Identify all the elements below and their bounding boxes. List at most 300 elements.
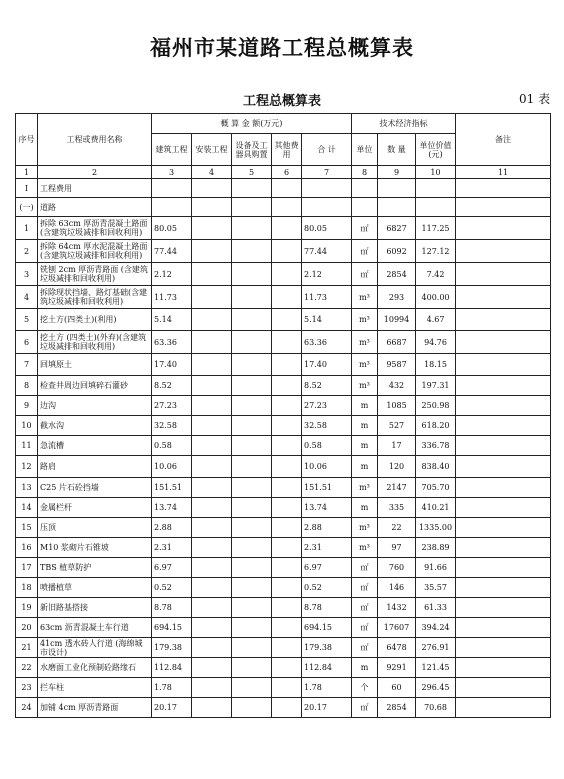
row-quantity: 6827 — [378, 217, 416, 240]
row-other — [272, 658, 302, 678]
row-construction: 77.44 — [152, 240, 192, 263]
row-equipment — [232, 658, 272, 678]
row-unit: ㎡ — [352, 698, 378, 718]
row-other — [272, 558, 302, 578]
row-remark — [456, 354, 551, 376]
row-name: 铣刨 2cm 厚沥青路面 (含建筑垃圾减排和回收利用) — [38, 263, 152, 286]
table-row — [16, 498, 551, 518]
table-row — [16, 618, 551, 638]
row-installation — [192, 558, 232, 578]
row-total: 10.06 — [302, 456, 352, 478]
row-other — [272, 376, 302, 396]
row-unit-price: 250.98 — [416, 396, 456, 416]
row-name: 拆除现状挡墙、路灯基础(含建筑垃圾减排和回收利用) — [38, 286, 152, 309]
row-construction: 8.52 — [152, 376, 192, 396]
row-equipment — [232, 354, 272, 376]
row-other — [272, 179, 302, 198]
row-seq: 23 — [16, 678, 38, 698]
row-total: 694.15 — [302, 618, 352, 638]
row-remark — [456, 436, 551, 456]
row-unit-price: 336.78 — [416, 436, 456, 456]
row-total: 5.14 — [302, 309, 352, 331]
row-unit-price: 1335.00 — [416, 518, 456, 538]
row-unit: m³ — [352, 478, 378, 498]
row-other — [272, 518, 302, 538]
row-unit: m³ — [352, 518, 378, 538]
row-unit-price: 121.45 — [416, 658, 456, 678]
table-row — [16, 376, 551, 396]
table-row — [16, 396, 551, 416]
table-title: 工程总概算表 — [242, 94, 321, 109]
row-other — [272, 478, 302, 498]
row-unit-price: 705.70 — [416, 478, 456, 498]
row-total: 11.73 — [302, 286, 352, 309]
row-total — [302, 198, 352, 217]
header-remark: 备注 — [456, 114, 551, 166]
table-body — [16, 179, 551, 718]
row-quantity: 760 — [378, 558, 416, 578]
row-other — [272, 263, 302, 286]
row-quantity: 146 — [378, 578, 416, 598]
col-number: 1 — [16, 166, 38, 179]
sheet-number: 01 表 — [519, 92, 551, 106]
table-row — [16, 436, 551, 456]
header-tech-group: 技术经济指标 — [352, 114, 456, 134]
row-name: 拆除 63cm 厚沥青混凝土路面(含建筑垃圾减排和回收利用) — [38, 217, 152, 240]
row-construction: 17.40 — [152, 354, 192, 376]
row-seq: 3 — [16, 263, 38, 286]
row-installation — [192, 538, 232, 558]
table-row — [16, 658, 551, 678]
row-equipment — [232, 538, 272, 558]
row-seq: 16 — [16, 538, 38, 558]
row-unit — [352, 198, 378, 217]
row-total: 0.58 — [302, 436, 352, 456]
row-unit-price: 197.31 — [416, 376, 456, 396]
row-seq: 11 — [16, 436, 38, 456]
row-other — [272, 598, 302, 618]
row-construction: 80.05 — [152, 217, 192, 240]
row-unit: m³ — [352, 354, 378, 376]
row-name: 喷播植草 — [38, 578, 152, 598]
row-total: 1.78 — [302, 678, 352, 698]
table-row — [16, 198, 551, 217]
row-other — [272, 396, 302, 416]
row-unit: m³ — [352, 331, 378, 354]
header-construction: 建筑工程 — [152, 134, 192, 166]
row-name: 挖土方(四类土)(利用) — [38, 309, 152, 331]
row-construction: 179.38 — [152, 638, 192, 658]
header-equipment: 设备及工器具购置 — [232, 134, 272, 166]
row-remark — [456, 578, 551, 598]
row-seq: 15 — [16, 518, 38, 538]
row-remark — [456, 456, 551, 478]
row-name: 新旧路基搭接 — [38, 598, 152, 618]
row-remark — [456, 416, 551, 436]
row-quantity: 6478 — [378, 638, 416, 658]
row-other — [272, 217, 302, 240]
row-equipment — [232, 376, 272, 396]
row-other — [272, 578, 302, 598]
row-quantity: 1085 — [378, 396, 416, 416]
row-equipment — [232, 331, 272, 354]
row-construction: 10.06 — [152, 456, 192, 478]
row-quantity: 2854 — [378, 698, 416, 718]
row-unit-price — [416, 198, 456, 217]
row-total: 17.40 — [302, 354, 352, 376]
table-row — [16, 331, 551, 354]
row-seq: 10 — [16, 416, 38, 436]
row-seq: 4 — [16, 286, 38, 309]
row-remark — [456, 376, 551, 396]
row-unit-price: 618.20 — [416, 416, 456, 436]
row-unit-price: 18.15 — [416, 354, 456, 376]
row-remark — [456, 538, 551, 558]
row-name: C25 片石砼挡墙 — [38, 478, 152, 498]
row-name: 工程费用 — [38, 179, 152, 198]
row-unit-price: 91.66 — [416, 558, 456, 578]
table-row — [16, 678, 551, 698]
row-equipment — [232, 678, 272, 698]
header-quantity: 数 量 — [378, 134, 416, 166]
row-name: 水磨面工业化预制砼路缘石 — [38, 658, 152, 678]
row-unit: ㎡ — [352, 578, 378, 598]
table-row — [16, 217, 551, 240]
row-installation — [192, 658, 232, 678]
budget-table — [15, 113, 551, 718]
row-other — [272, 416, 302, 436]
row-total: 63.36 — [302, 331, 352, 354]
row-construction: 112.84 — [152, 658, 192, 678]
row-unit: m — [352, 436, 378, 456]
row-remark — [456, 217, 551, 240]
col-number: 2 — [38, 166, 152, 179]
table-row — [16, 354, 551, 376]
row-quantity: 60 — [378, 678, 416, 698]
table-row — [16, 456, 551, 478]
row-name: 41cm 透水砖人行道 (海绵城市设计) — [38, 638, 152, 658]
row-seq: 20 — [16, 618, 38, 638]
row-equipment — [232, 598, 272, 618]
header-unit-price: 单位价值(元) — [416, 134, 456, 166]
row-unit: m — [352, 416, 378, 436]
row-installation — [192, 698, 232, 718]
row-quantity — [378, 198, 416, 217]
row-equipment — [232, 618, 272, 638]
row-remark — [456, 263, 551, 286]
row-equipment — [232, 456, 272, 478]
col-number: 3 — [152, 166, 192, 179]
row-unit-price: 127.12 — [416, 240, 456, 263]
header-unit: 单位 — [352, 134, 378, 166]
header-total: 合 计 — [302, 134, 352, 166]
row-construction: 8.78 — [152, 598, 192, 618]
row-equipment — [232, 198, 272, 217]
table-row — [16, 558, 551, 578]
row-construction: 694.15 — [152, 618, 192, 638]
row-total: 0.52 — [302, 578, 352, 598]
row-unit: ㎡ — [352, 240, 378, 263]
row-unit: m — [352, 456, 378, 478]
row-construction: 32.58 — [152, 416, 192, 436]
table-row — [16, 240, 551, 263]
table-row — [16, 578, 551, 598]
row-seq: 1 — [16, 217, 38, 240]
row-installation — [192, 331, 232, 354]
row-construction: 63.36 — [152, 331, 192, 354]
row-total: 2.88 — [302, 518, 352, 538]
row-other — [272, 498, 302, 518]
row-total: 179.38 — [302, 638, 352, 658]
row-quantity: 293 — [378, 286, 416, 309]
row-quantity: 17607 — [378, 618, 416, 638]
row-quantity: 1432 — [378, 598, 416, 618]
row-remark — [456, 638, 551, 658]
table-row — [16, 263, 551, 286]
row-unit: ㎡ — [352, 598, 378, 618]
row-quantity: 2147 — [378, 478, 416, 498]
row-unit-price: 117.25 — [416, 217, 456, 240]
header-other: 其他费用 — [272, 134, 302, 166]
row-name: 挖土方 (四类土)(外弃)(含建筑垃圾减排和回收利用) — [38, 331, 152, 354]
row-name: 回填原土 — [38, 354, 152, 376]
row-construction — [152, 179, 192, 198]
row-construction: 2.12 — [152, 263, 192, 286]
row-installation — [192, 456, 232, 478]
table-row — [16, 538, 551, 558]
row-unit-price: 238.89 — [416, 538, 456, 558]
row-quantity: 432 — [378, 376, 416, 396]
row-unit: 个 — [352, 678, 378, 698]
col-number: 11 — [456, 166, 551, 179]
row-installation — [192, 416, 232, 436]
row-construction — [152, 198, 192, 217]
row-remark — [456, 558, 551, 578]
row-installation — [192, 240, 232, 263]
row-installation — [192, 263, 232, 286]
col-number: 10 — [416, 166, 456, 179]
row-name: TBS 植草防护 — [38, 558, 152, 578]
row-equipment — [232, 638, 272, 658]
row-seq: 17 — [16, 558, 38, 578]
header-installation: 安装工程 — [192, 134, 232, 166]
row-unit-price: 400.00 — [416, 286, 456, 309]
row-remark — [456, 618, 551, 638]
row-seq: 12 — [16, 456, 38, 478]
row-equipment — [232, 478, 272, 498]
row-other — [272, 638, 302, 658]
row-unit: ㎡ — [352, 618, 378, 638]
row-unit-price: 394.24 — [416, 618, 456, 638]
row-equipment — [232, 286, 272, 309]
row-remark — [456, 331, 551, 354]
row-unit-price: 838.40 — [416, 456, 456, 478]
row-total: 80.05 — [302, 217, 352, 240]
row-unit-price: 35.57 — [416, 578, 456, 598]
row-other — [272, 331, 302, 354]
row-name: 道路 — [38, 198, 152, 217]
row-remark — [456, 598, 551, 618]
row-equipment — [232, 416, 272, 436]
row-installation — [192, 217, 232, 240]
row-quantity: 527 — [378, 416, 416, 436]
row-other — [272, 678, 302, 698]
row-installation — [192, 354, 232, 376]
row-name: M10 浆砌片石锥坡 — [38, 538, 152, 558]
row-unit — [352, 179, 378, 198]
row-unit-price: 4.67 — [416, 309, 456, 331]
row-construction: 2.31 — [152, 538, 192, 558]
row-equipment — [232, 698, 272, 718]
row-total: 27.23 — [302, 396, 352, 416]
row-quantity: 335 — [378, 498, 416, 518]
row-total: 2.31 — [302, 538, 352, 558]
col-number: 6 — [272, 166, 302, 179]
row-name: 路肩 — [38, 456, 152, 478]
row-seq: 8 — [16, 376, 38, 396]
row-installation — [192, 518, 232, 538]
row-name: 拦车柱 — [38, 678, 152, 698]
row-seq: 14 — [16, 498, 38, 518]
row-equipment — [232, 396, 272, 416]
row-equipment — [232, 309, 272, 331]
row-installation — [192, 179, 232, 198]
row-quantity: 10994 — [378, 309, 416, 331]
row-installation — [192, 578, 232, 598]
row-remark — [456, 698, 551, 718]
row-total: 151.51 — [302, 478, 352, 498]
row-seq: 19 — [16, 598, 38, 618]
row-remark — [456, 658, 551, 678]
row-construction: 27.23 — [152, 396, 192, 416]
row-remark — [456, 678, 551, 698]
row-name: 边沟 — [38, 396, 152, 416]
row-seq: 24 — [16, 698, 38, 718]
row-construction: 0.52 — [152, 578, 192, 598]
row-total: 8.52 — [302, 376, 352, 396]
row-construction: 6.97 — [152, 558, 192, 578]
row-quantity: 6687 — [378, 331, 416, 354]
row-unit: m³ — [352, 286, 378, 309]
row-equipment — [232, 518, 272, 538]
row-quantity: 6092 — [378, 240, 416, 263]
row-installation — [192, 396, 232, 416]
row-unit-price: 7.42 — [416, 263, 456, 286]
row-construction: 2.88 — [152, 518, 192, 538]
table-row — [16, 286, 551, 309]
header-seq: 序号 — [16, 114, 38, 166]
row-unit: m — [352, 498, 378, 518]
row-equipment — [232, 263, 272, 286]
row-quantity — [378, 179, 416, 198]
row-installation — [192, 598, 232, 618]
row-remark — [456, 396, 551, 416]
row-construction: 13.74 — [152, 498, 192, 518]
row-quantity: 17 — [378, 436, 416, 456]
row-quantity: 22 — [378, 518, 416, 538]
row-remark — [456, 286, 551, 309]
row-other — [272, 436, 302, 456]
table-row — [16, 518, 551, 538]
row-installation — [192, 309, 232, 331]
row-name: 压顶 — [38, 518, 152, 538]
row-name: 急流槽 — [38, 436, 152, 456]
row-quantity: 9587 — [378, 354, 416, 376]
row-unit: m — [352, 658, 378, 678]
row-total: 20.17 — [302, 698, 352, 718]
row-unit: ㎡ — [352, 558, 378, 578]
row-name: 金属栏杆 — [38, 498, 152, 518]
row-construction: 20.17 — [152, 698, 192, 718]
row-unit: ㎡ — [352, 217, 378, 240]
row-unit-price: 276.91 — [416, 638, 456, 658]
row-unit: ㎡ — [352, 638, 378, 658]
col-number: 4 — [192, 166, 232, 179]
row-seq: 13 — [16, 478, 38, 498]
row-other — [272, 456, 302, 478]
row-equipment — [232, 179, 272, 198]
row-seq: 22 — [16, 658, 38, 678]
row-total: 32.58 — [302, 416, 352, 436]
row-unit: m³ — [352, 376, 378, 396]
row-total: 2.12 — [302, 263, 352, 286]
row-construction: 151.51 — [152, 478, 192, 498]
row-quantity: 120 — [378, 456, 416, 478]
row-equipment — [232, 217, 272, 240]
col-number: 7 — [302, 166, 352, 179]
row-other — [272, 618, 302, 638]
row-installation — [192, 678, 232, 698]
row-installation — [192, 478, 232, 498]
table-row — [16, 416, 551, 436]
row-seq: 9 — [16, 396, 38, 416]
row-name: 检查井周边回填碎石灌砂 — [38, 376, 152, 396]
row-construction: 0.58 — [152, 436, 192, 456]
row-seq: 2 — [16, 240, 38, 263]
row-name: 拆除 64cm 厚水泥混凝土路面(含建筑垃圾减排和回收利用) — [38, 240, 152, 263]
document-title: 福州市某道路工程总概算表 — [150, 35, 414, 60]
row-total — [302, 179, 352, 198]
row-unit-price: 296.45 — [416, 678, 456, 698]
row-construction: 11.73 — [152, 286, 192, 309]
table-row — [16, 478, 551, 498]
row-other — [272, 354, 302, 376]
row-remark — [456, 309, 551, 331]
header-name: 工程或费用名称 — [38, 114, 152, 166]
row-other — [272, 198, 302, 217]
col-number: 8 — [352, 166, 378, 179]
row-installation — [192, 376, 232, 396]
row-unit-price: 410.21 — [416, 498, 456, 518]
row-seq: 6 — [16, 331, 38, 354]
row-other — [272, 698, 302, 718]
row-remark — [456, 240, 551, 263]
row-unit: m — [352, 396, 378, 416]
row-quantity: 9291 — [378, 658, 416, 678]
col-number: 5 — [232, 166, 272, 179]
table-row — [16, 638, 551, 658]
row-installation — [192, 498, 232, 518]
row-total: 8.78 — [302, 598, 352, 618]
row-seq: 7 — [16, 354, 38, 376]
row-equipment — [232, 558, 272, 578]
row-equipment — [232, 578, 272, 598]
row-remark — [456, 478, 551, 498]
row-name: 加铺 4cm 厚沥青路面 — [38, 698, 152, 718]
table-row — [16, 309, 551, 331]
row-other — [272, 286, 302, 309]
table-row — [16, 598, 551, 618]
